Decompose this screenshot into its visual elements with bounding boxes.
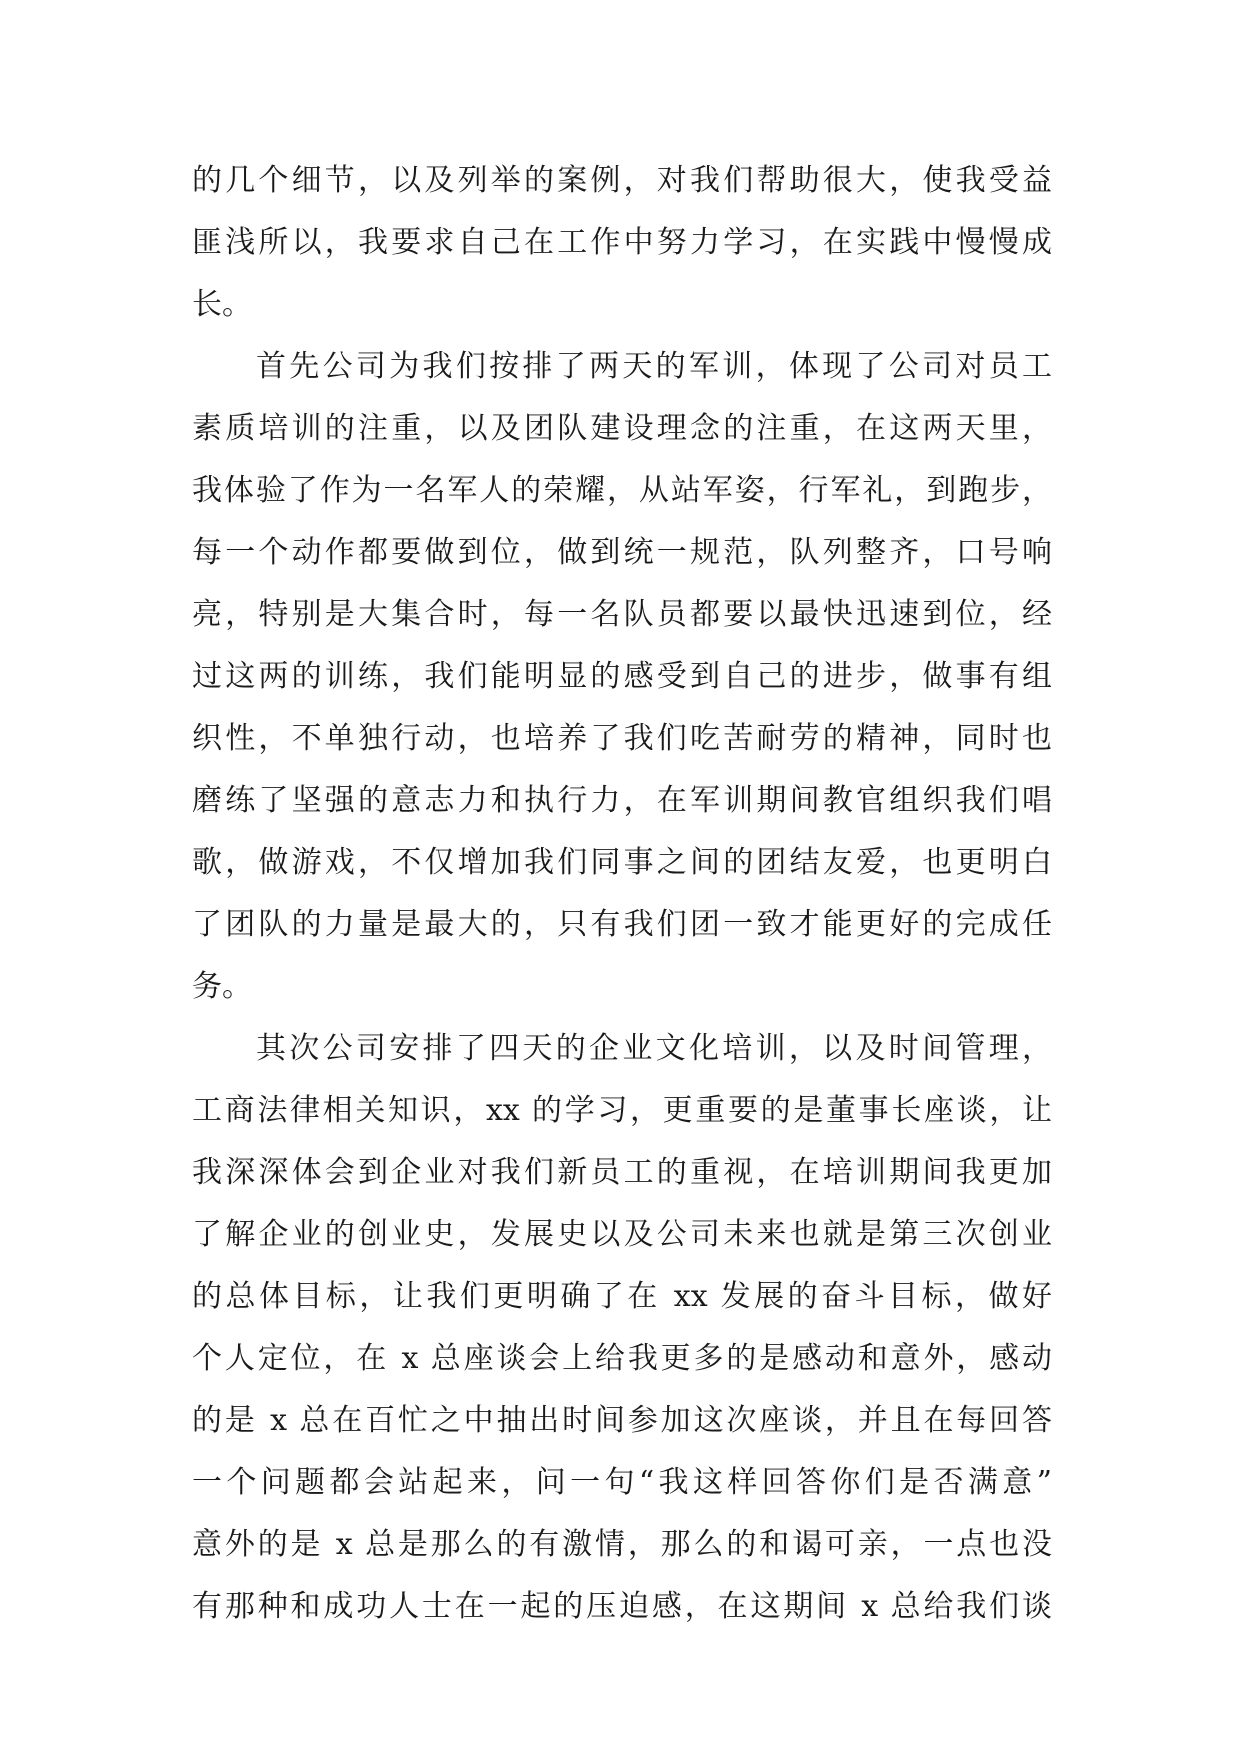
- text-line: 个人定位，在 x 总座谈会上给我更多的是感动和意外，感动: [192, 1341, 1052, 1376]
- text-line: 磨练了坚强的意志力和执行力，在军训期间教官组织我们唱: [192, 783, 1052, 818]
- text-line: 的总体目标，让我们更明确了在 xx 发展的奋斗目标，做好: [192, 1279, 1052, 1314]
- paragraph: [192, 150, 1052, 336]
- text-line: 织性，不单独行动，也培养了我们吃苦耐劳的精神，同时也: [192, 721, 1052, 756]
- text-line: 工商法律相关知识，xx 的学习，更重要的是董事长座谈，让: [192, 1093, 1052, 1128]
- text-line: 歌，做游戏，不仅增加我们同事之间的团结友爱，也更明白: [192, 845, 1052, 880]
- text-line: 了团队的力量是最大的，只有我们团一致才能更好的完成任: [192, 907, 1052, 942]
- text-line: 务。: [192, 969, 252, 1004]
- text-line: 素质培训的注重，以及团队建设理念的注重，在这两天里，: [192, 411, 1052, 446]
- text-line: 匪浅所以，我要求自己在工作中努力学习，在实践中慢慢成: [192, 225, 1052, 260]
- text-line: 过这两的训练，我们能明显的感受到自己的进步，做事有组: [192, 659, 1052, 694]
- text-line: 每一个动作都要做到位，做到统一规范，队列整齐，口号响: [192, 535, 1052, 570]
- text-line: 有那种和成功人士在一起的压迫感，在这期间 x 总给我们谈: [192, 1589, 1052, 1624]
- text-line: 其次公司安排了四天的企业文化培训，以及时间管理，: [256, 1031, 1052, 1066]
- text-line: 亮，特别是大集合时，每一名队员都要以最快迅速到位，经: [192, 597, 1052, 632]
- text-line: 长。: [192, 287, 252, 322]
- text-line: 的是 x 总在百忙之中抽出时间参加这次座谈，并且在每回答: [192, 1403, 1052, 1438]
- text-line: 意外的是 x 总是那么的有激情，那么的和谒可亲，一点也没: [192, 1527, 1052, 1562]
- text-line: 首先公司为我们按排了两天的军训，体现了公司对员工: [256, 349, 1052, 384]
- paragraph: [192, 1018, 1052, 1638]
- text-line: 我深深体会到企业对我们新员工的重视，在培训期间我更加: [192, 1155, 1052, 1190]
- text-line: 一个问题都会站起来，问一句“我这样回答你们是否满意”: [192, 1465, 1052, 1500]
- body-text: [192, 150, 1052, 1638]
- text-line: 了解企业的创业史，发展史以及公司未来也就是第三次创业: [192, 1217, 1052, 1252]
- paragraph: [192, 336, 1052, 1018]
- text-line: 我体验了作为一名军人的荣耀，从站军姿，行军礼，到跑步，: [192, 473, 1052, 508]
- text-line: 的几个细节，以及列举的案例，对我们帮助很大，使我受益: [192, 163, 1052, 198]
